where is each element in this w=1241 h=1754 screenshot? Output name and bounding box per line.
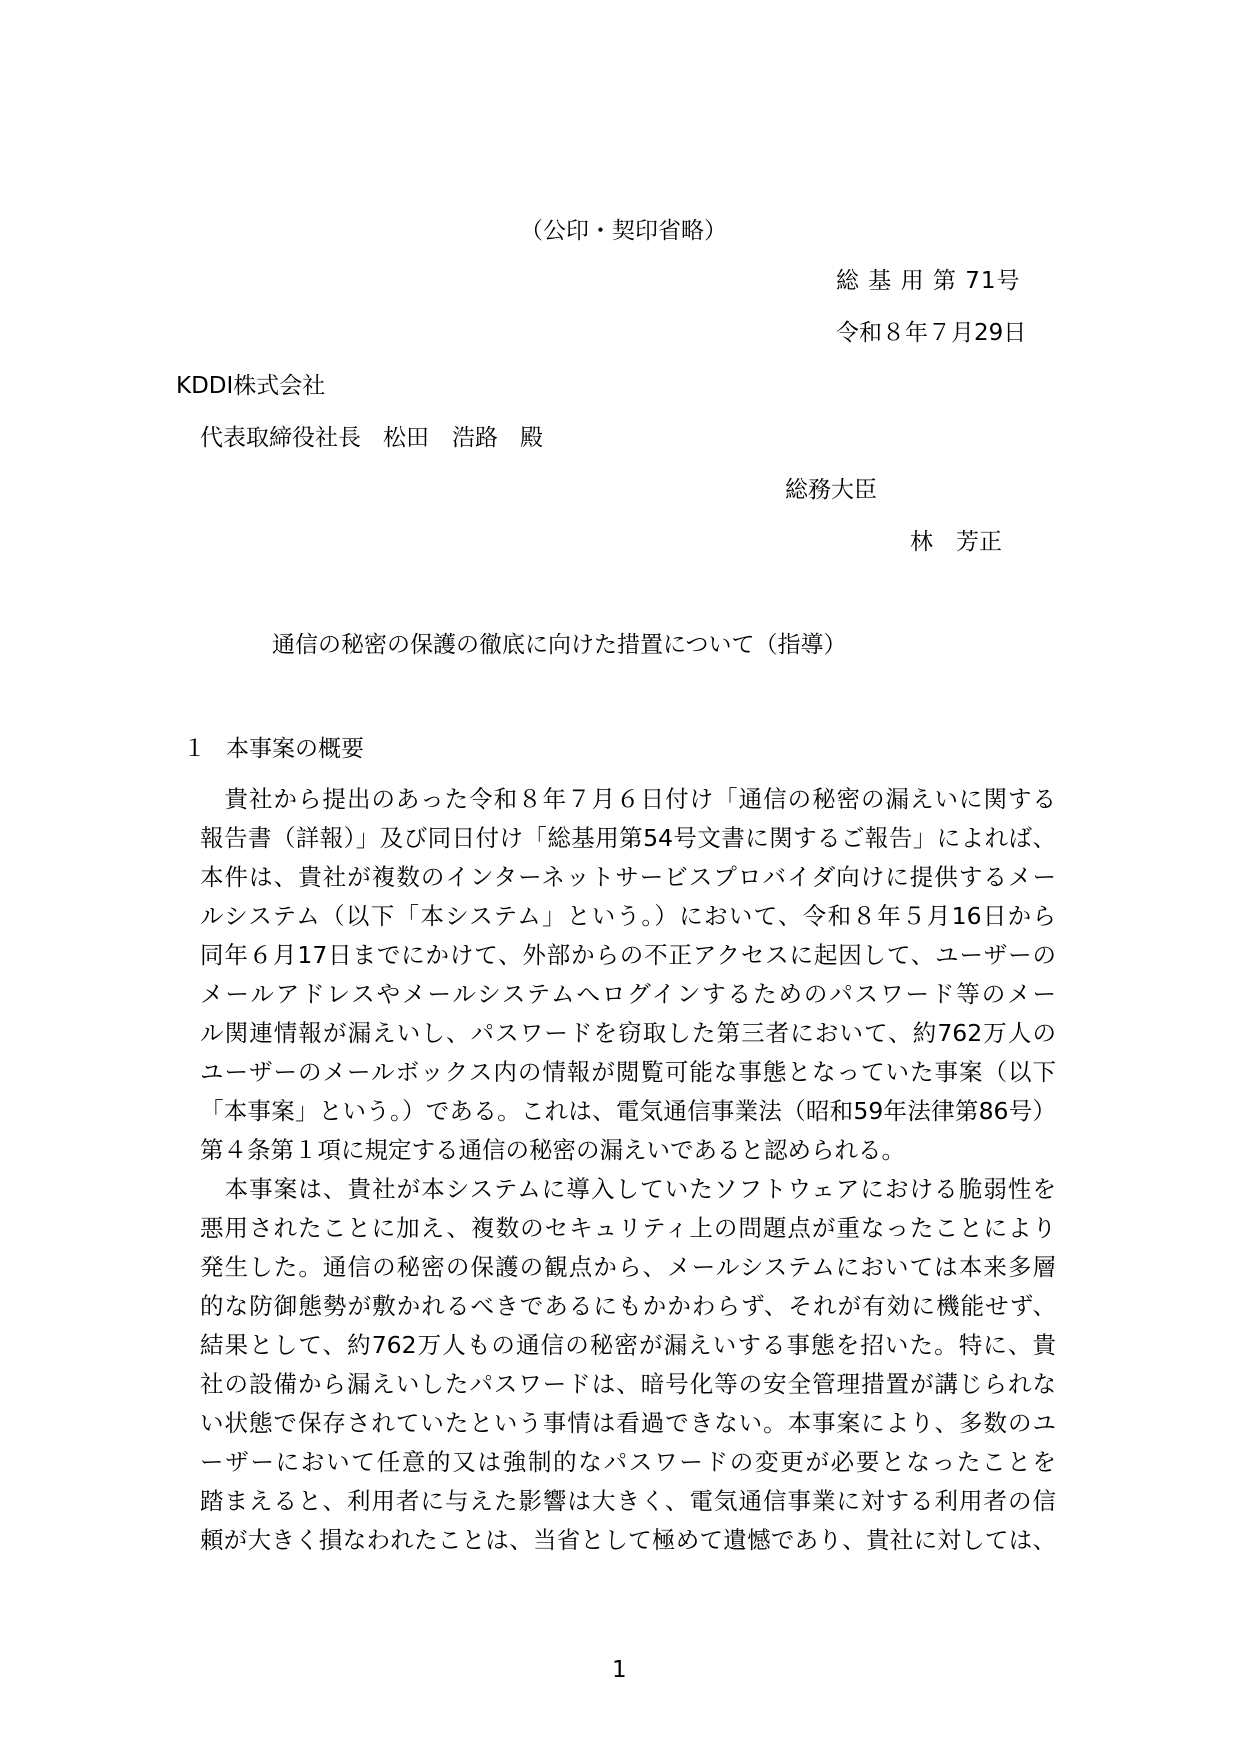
paragraph-line: 本件は、貴社が複数のインターネットサービスプロバイダ向けに提供するメー <box>200 863 1056 891</box>
document-date: 令和８年７月29日 <box>836 320 1027 346</box>
paragraph-line: 発生した。通信の秘密の保護の観点から、メールシステムにおいては本来多層 <box>200 1253 1056 1281</box>
seal-omission-note: （公印・契印省略） <box>520 218 727 244</box>
page-number: 1 <box>612 1657 627 1683</box>
paragraph-line: 頼が大きく損なわれたことは、当省として極めて遺憾であり、貴社に対しては、 <box>200 1526 1056 1554</box>
sender-name: 林 芳正 <box>910 529 1002 555</box>
section-title: 本事案の概要 <box>226 736 364 762</box>
paragraph-line: 踏まえると、利用者に与えた影響は大きく、電気通信事業に対する利用者の信 <box>200 1487 1056 1515</box>
section-number: １ <box>183 736 206 762</box>
paragraph-line: 貴社から提出のあった令和８年７月６日付け「通信の秘密の漏えいに関する <box>200 785 1056 813</box>
paragraph-line: ーザーにおいて任意的又は強制的なパスワードの変更が必要となったことを <box>200 1448 1056 1476</box>
paragraph-line: ルシステム（以下「本システム」という。）において、令和８年５月16日から <box>200 902 1056 930</box>
recipient-title: 代表取締役社長 <box>200 425 361 451</box>
recipient-honorific: 殿 <box>520 425 543 451</box>
paragraph-line: 悪用されたことに加え、複数のセキュリティ上の問題点が重なったことにより <box>200 1214 1056 1242</box>
paragraph-line: メールアドレスやメールシステムへログインするためのパスワード等のメー <box>200 980 1056 1008</box>
paragraph-line: ユーザーのメールボックス内の情報が閲覧可能な事態となっていた事案（以下 <box>200 1058 1056 1086</box>
paragraph-line: 的な防御態勢が敷かれるべきであるにもかかわらず、それが有効に機能せず、 <box>200 1292 1056 1320</box>
paragraph-line: ル関連情報が漏えいし、パスワードを窃取した第三者において、約762万人の <box>200 1019 1056 1047</box>
recipient-name: 松田 浩路 <box>383 425 498 451</box>
recipient-company: KDDI株式会社 <box>176 373 326 399</box>
paragraph-line: 報告書（詳報）」及び同日付け「総基用第54号文書に関するご報告」によれば、 <box>200 824 1056 852</box>
paragraph-line: 社の設備から漏えいしたパスワードは、暗号化等の安全管理措置が講じられな <box>200 1370 1056 1398</box>
recipient-line <box>200 423 543 453</box>
paragraph-line: い状態で保存されていたという事情は看過できない。本事案により、多数のユ <box>200 1409 1056 1437</box>
paragraph-line: 第４条第１項に規定する通信の秘密の漏えいであると認められる。 <box>200 1136 905 1164</box>
paragraph-line: 「本事案」という。）である。これは、電気通信事業法（昭和59年法律第86号） <box>200 1097 1056 1125</box>
paragraph-line: 結果として、約762万人もの通信の秘密が漏えいする事態を招いた。特に、貴 <box>200 1331 1056 1359</box>
paragraph-line: 同年６月17日までにかけて、外部からの不正アクセスに起因して、ユーザーの <box>200 941 1056 969</box>
section-heading <box>183 734 364 764</box>
paragraph-line: 本事案は、貴社が本システムに導入していたソフトウェアにおける脆弱性を <box>200 1175 1056 1203</box>
sender-title: 総務大臣 <box>785 477 877 503</box>
document-number: 総 基 用 第 71号 <box>836 268 1021 294</box>
document-subject: 通信の秘密の保護の徹底に向けた措置について（指導） <box>272 632 847 658</box>
